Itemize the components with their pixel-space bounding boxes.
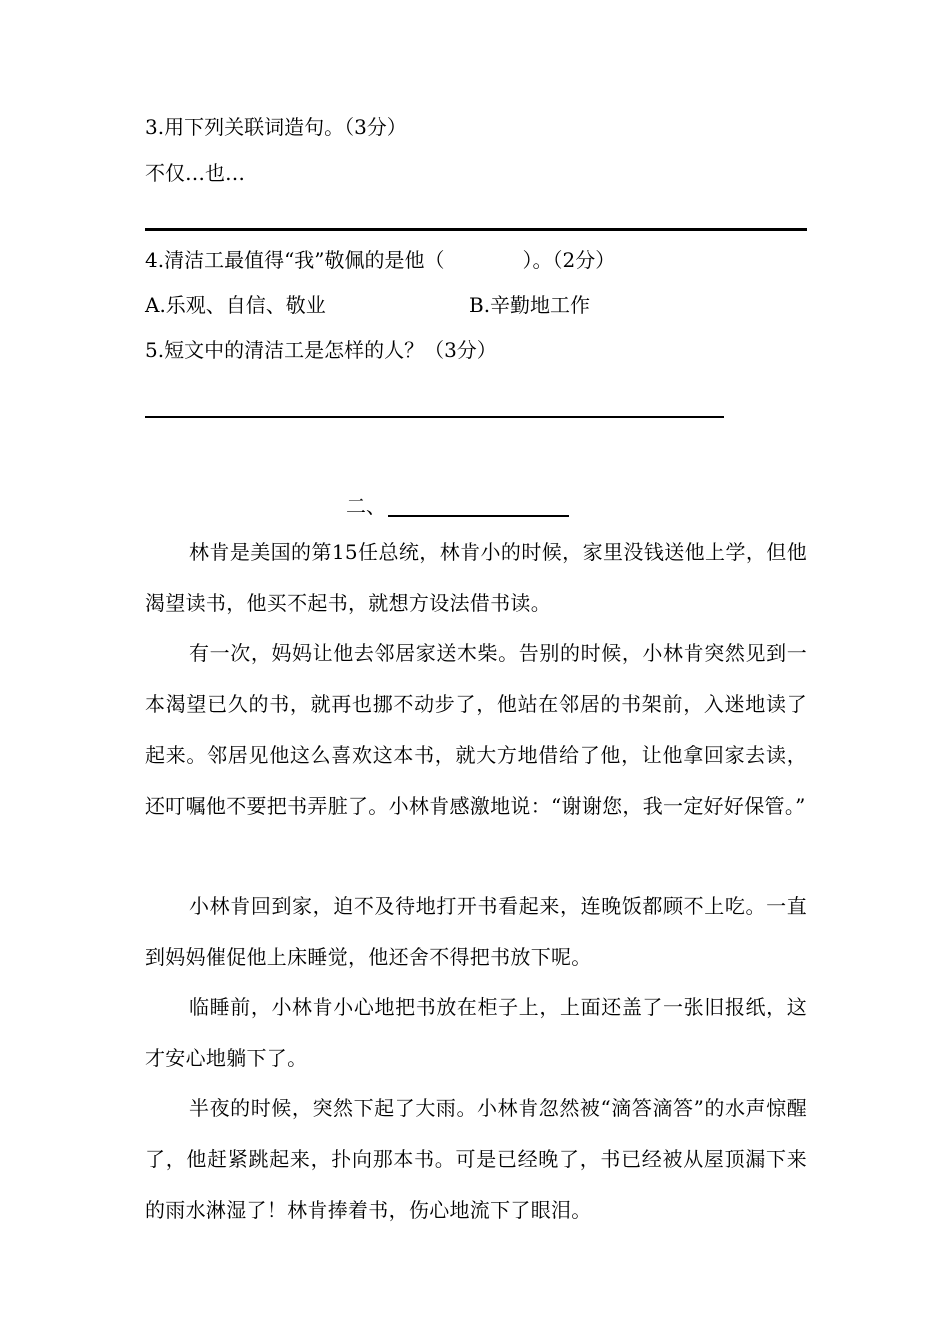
- question-4-option-b: B.辛勤地工作: [469, 293, 591, 317]
- question-3-connectives: 不仅…也…: [145, 161, 245, 185]
- question-4-option-a: A.乐观、自信、敬业: [145, 293, 326, 317]
- passage-paragraph-4: 临睡前，小林肯小心地把书放在柜子上，上面还盖了一张旧报纸，这才安心地躺下了。: [145, 995, 807, 1070]
- passage-paragraph-2: 有一次，妈妈让他去邻居家送木柴。告别的时候，小林肯突然见到一本渴望已久的书，就再也挪不动步了，他站在邻居的书架前，入迷地读了起来。邻居见他这么喜欢这本书，就大方地借给了他，让他拿回家去读，还叮嘱他不要把书弄脏了。小林肯感激地说：“谢谢您，我一定好好保管。”: [145, 641, 807, 818]
- question-4-prompt: [145, 247, 615, 273]
- answer-line-q5[interactable]: [145, 416, 724, 418]
- answer-line-q3[interactable]: [145, 228, 807, 231]
- question-4-prompt-start: 4.清洁工最值得“我”敬佩的是他（: [145, 248, 445, 272]
- question-5-prompt: 5.短文中的清洁工是怎样的人？（3分）: [145, 338, 497, 362]
- section-2-number: 二、: [346, 494, 386, 518]
- passage-paragraph-1: 林肯是美国的第15任总统，林肯小的时候，家里没钱送他上学，但他渴望读书，他买不起书，就想方设法借书读。: [145, 540, 807, 615]
- question-3-prompt: 3.用下列关联词造句。（3分）: [145, 115, 407, 139]
- question-4-prompt-end: ）。（2分）: [522, 248, 616, 272]
- section-2-title-blank[interactable]: [388, 515, 569, 517]
- passage-paragraph-5: 半夜的时候，突然下起了大雨。小林肯忽然被“滴答滴答”的水声惊醒了，他赶紧跳起来，扑向那本书。可是已经晚了，书已经被从屋顶漏下来的雨水淋湿了！林肯捧着书，伤心地流下了眼泪。: [145, 1096, 807, 1222]
- passage-paragraph-3: 小林肯回到家，迫不及待地打开书看起来，连晚饭都顾不上吃。一直到妈妈催促他上床睡觉，他还舍不得把书放下呢。: [145, 894, 807, 969]
